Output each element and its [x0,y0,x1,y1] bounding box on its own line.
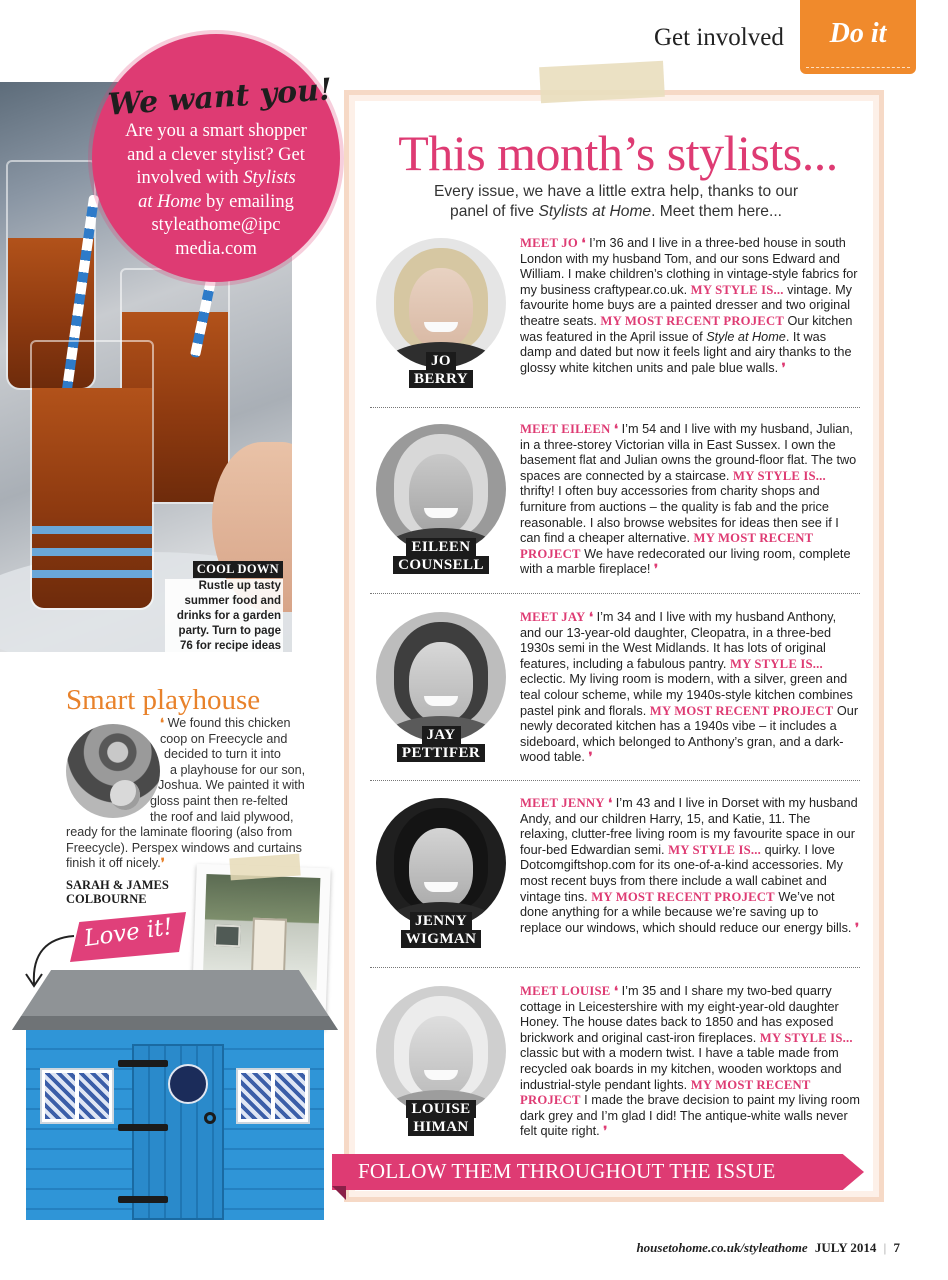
panel-intro [372,182,860,221]
stylist-entry [376,422,858,582]
quote-open-icon: ❛ [614,984,619,998]
window-shape [42,1070,112,1122]
stylist-photo [376,424,506,554]
meet-label: MEET LOUISE [520,984,611,998]
playhouse-line: coop on Freecycle and [160,731,288,746]
bio-intro: I’m 35 and I share my two-bed quarry cottage in Leicestershire with my eight-year-old daughter Honey. The house dates back to 1850 and has exposed brickwork and original cast-iron fireplaces. [520,984,839,1045]
quote-open-icon: ❛ [581,236,586,250]
quote-close-icon: ❜ [603,1124,608,1139]
promo-text [100,120,332,261]
stylist-last-name: BERRY [409,370,473,388]
stylist-photo [376,612,506,742]
promo-text-em: Stylists [243,168,296,188]
stylist-bio [520,610,860,766]
tape-strip [539,61,665,103]
stylist-name-tag [390,912,492,948]
page-footer [560,1240,900,1256]
roof-shape [12,970,338,1030]
stylist-first-name: JO [426,352,456,370]
do-it-label: Do it [829,18,887,49]
playhouse-line: Freecycle). Perspex windows and curtains [66,840,302,855]
stylist-first-name: LOUISE [406,1100,475,1118]
intro-run: . Meet them here... [651,202,782,220]
stylist-first-name: JENNY [410,912,472,930]
promo-line: Are you a smart shopper [125,121,307,141]
meet-label: MEET JAY [520,610,586,624]
promo-email-line: styleathome@ipc [151,215,281,235]
project-label: MY MOST RECENT PROJECT [600,313,784,328]
names-line: SARAH & JAMES [66,878,169,892]
playhouse-text [66,716,318,872]
promo-line [100,167,332,191]
divider [370,407,860,408]
bio-intro: I’m 54 and I live with my husband, Julian, in a three-storey Victorian villa in East Sussex. I own the basement flat and Julian owns the ground-floor flat. The two spaces are connected by a staircase. [520,422,857,483]
footer-url: housetohome.co.uk/styleathome [636,1240,808,1255]
stylist-photo [376,798,506,928]
playhouse-names [66,878,216,906]
bio-project: We’ve not done anything for a while because we’re saving up to replace our windows, which should reduce our energy bills. [520,889,852,935]
bio-project-em: Style at Home [706,329,786,344]
style-label: MY STYLE IS... [759,1030,853,1045]
stylist-entry [376,796,858,956]
promo-text-run: involved with [136,168,244,188]
promo-text-em: at Home [138,191,202,212]
style-label: MY STYLE IS... [668,842,762,857]
bio-project: We have redecorated our living room, complete with a marble fireplace! [520,546,851,577]
style-label: MY STYLE IS... [733,468,826,483]
project-label: MY MOST RECENT PROJECT [591,889,775,904]
bio-project: Our newly decorated kitchen has a 1940s vibe – it includes a sideboard, which belonged to Anthony’s gran, and a dark-wood table. [520,703,859,765]
playhouse-line: Joshua. We painted it with [158,778,305,793]
playhouse-line: We found this chicken [167,716,291,730]
photo-caption [165,560,283,654]
stylist-bio [520,236,860,376]
project-label: MY MOST RECENT PROJECT [649,703,834,718]
divider [370,780,860,781]
bio-project: . It was damp and dated but now it feels light and airy thanks to the glossy white kitchen units and pale blue walls. [520,329,852,375]
style-label: MY STYLE IS... [729,656,823,671]
playhouse-line: finish it off nicely. [66,856,161,871]
stylist-last-name: COUNSELL [393,556,489,574]
quote-open-icon: ❛ [608,796,613,810]
quote-open-icon: ❛ [614,422,619,436]
bio-intro: I’m 34 and I live with my husband Anthony, and our 13-year-old daughter, Cleopatra, in a three-bed 1930s semi in the West Midlands. It has lots of original features, including a fabulous pantry. [520,610,837,671]
style-label: MY STYLE IS... [690,282,784,297]
quote-open-icon: ❛ [160,716,165,730]
follow-banner-label: FOLLOW THEM THROUGHOUT THE ISSUE [358,1159,776,1183]
stylist-name-tag [388,538,494,574]
intro-line [372,202,860,222]
caption-text: Rustle up tasty summer food and drinks for a garden party. Turn to page 76 for recipe ideas [165,579,283,654]
stylist-last-name: WIGMAN [401,930,482,948]
playhouse-title: Smart playhouse [66,684,261,716]
stylist-bio [520,984,860,1140]
bio-project: I made the brave decision to paint my living room dark grey and I’m glad I did! The antique-white walls never felt quite right. [520,1093,860,1139]
names-line: COLBOURNE [66,892,147,906]
bio-project: Our kitchen was featured in the April issue of [520,313,853,344]
intro-run: panel of five [450,202,539,220]
stylist-entry [376,610,858,770]
stylist-name-tag [394,1100,488,1136]
bio-style: thrifty! I often buy accessories from charity shops and furniture from auctions – the quality is fab and the price reasonable. I also browse websites for ideas then see if I can find a cheaper alternative. [520,484,839,546]
bio-intro: I’m 43 and I live in Dorset with my husband Andy, and our children Harry, 15, and Katie, 11. The relaxing, clutter-free living room is my favourite space in our four-bed Edwardian semi. [520,796,858,857]
playhouse-line: decided to turn it into [164,747,281,762]
playhouse-line: ready for the laminate flooring (also from [66,825,293,840]
playhouse-line: the roof and laid plywood, [150,809,294,824]
quote-open-icon: ❛ [588,610,594,624]
window-shape [238,1070,308,1122]
promo-email-line: media.com [175,238,257,259]
meet-label: MEET JO [520,236,578,250]
section-label: Get involved [654,24,784,51]
footer-issue: JULY 2014 [814,1240,877,1255]
meet-label: MEET JENNY [520,796,605,810]
stylist-name-tag [388,726,494,762]
promo-line: and a clever stylist? Get [127,144,305,165]
promo-line [100,191,332,215]
promo-script-title: We want you! [106,72,334,123]
footer-separator: | [883,1240,887,1255]
bio-intro: I’m 36 and I live in a three-bed house in south London with my husband Tom, and our sons Edward and William. I make children’s clothing in vintage-style fabrics for my business craftypear.co.uk. [520,236,858,297]
stylist-bio [520,422,860,578]
divider [370,967,860,968]
bio-style: vintage. My favourite home buys are a painted dresser and two original theatre seats. [520,282,852,328]
door-plaque [168,1064,208,1104]
stylist-bio [520,796,860,936]
quote-close-icon: ❜ [855,920,860,935]
stylist-last-name: PETTIFER [397,744,485,762]
quote-close-icon: ❜ [588,750,593,765]
knocker-icon [204,1112,216,1124]
intro-line: Every issue, we have a little extra help, thanks to our [433,183,799,200]
meet-label: MEET EILEEN [520,422,611,436]
bio-style: eclectic. My living room is modern, with a silver, green and teal colour scheme, while my 1940s-style kitchen combines pastel pink and florals. [520,672,853,718]
window-shape [214,924,241,947]
stylist-photo [376,238,506,368]
intro-em: Stylists at Home [538,202,652,220]
page-title: This month’s stylists... [398,125,838,181]
stylist-last-name: HIMAN [408,1118,473,1136]
stylist-entry [376,236,858,396]
quote-close-icon: ❜ [654,562,659,577]
project-label: MY MOST RECENT PROJECT [520,531,814,561]
promo-text-run: by emailing [201,191,294,212]
love-label: Love it! [82,913,175,953]
caption-title: COOL DOWN [193,561,283,578]
stylist-entry [376,984,858,1144]
divider [370,593,860,594]
stylist-name-tag [404,352,478,388]
do-it-tab [800,0,916,74]
stylist-photo [376,986,506,1116]
project-label: MY MOST RECENT PROJECT [520,1077,811,1108]
bio-style: quirky. I love Dotcomgiftshop.com for its one-of-a-kind accessories. My most recent buys from there include a wall cabinet and vintage tins. [520,842,843,904]
quote-close-icon: ❜ [781,360,786,375]
door-shape [132,1044,224,1220]
glass-front [30,340,154,610]
stylist-first-name: JAY [422,726,461,744]
stylist-first-name: EILEEN [406,538,475,556]
bio-style: classic but with a modern twist. I have a table made from recycled oak boards in my kitchen, wooden worktops and industrial-style pendant lights. [520,1046,842,1092]
playhouse-illustration [12,970,338,1230]
page-number: 7 [893,1240,900,1255]
quote-close-icon: ❜ [160,856,165,871]
playhouse-line: gloss paint then re-felted [150,793,288,808]
playhouse-line: a playhouse for our son, [170,762,306,777]
